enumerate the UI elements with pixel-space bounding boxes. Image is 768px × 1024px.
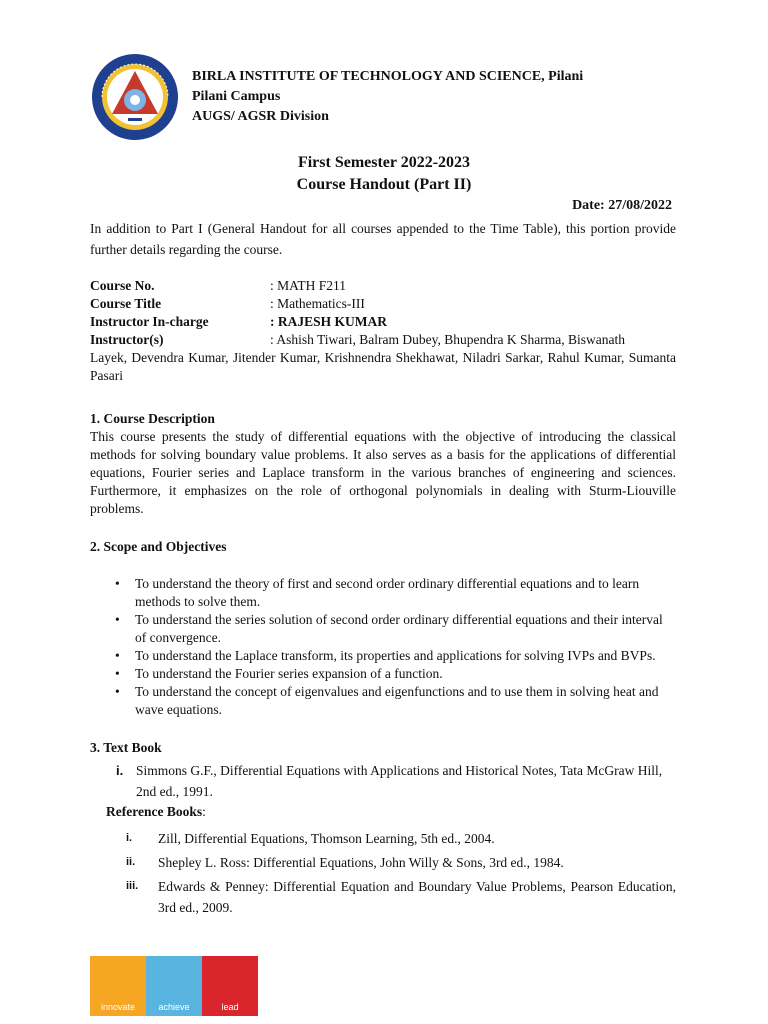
objective-text: To understand the theory of first and second order ordinary differential equations and to learn methods to solve them. <box>135 576 640 609</box>
item-number: i. <box>126 832 133 844</box>
instructors-row <box>90 331 676 349</box>
course-title-value: : Mathematics-III <box>270 296 365 311</box>
list-item: • To understand the Fourier series expansion of a function. <box>115 666 443 681</box>
instructors-continued: Layek, Devendra Kumar, Jitender Kumar, Krishnendra Shekhawat, Niladri Sarkar, Rahul Kumar, Sumanta Pasari <box>90 350 676 383</box>
course-description-heading: 1. Course Description <box>90 411 215 426</box>
semester-title: First Semester 2022-2023 <box>297 154 471 171</box>
innovate-achieve-lead-banner <box>90 956 258 1016</box>
institute-header <box>192 67 583 127</box>
book-text: Zill, Differential Equations, Thomson Learning, 5th ed., 2004. <box>158 831 495 846</box>
book-text: Edwards & Penney: Differential Equation and Boundary Value Problems, Pearson Education, 3rd ed., 2009. <box>158 879 676 915</box>
scope-heading: 2. Scope and Objectives <box>90 539 227 554</box>
book-text: Simmons G.F., Differential Equations with Applications and Historical Notes, Tata McGraw Hill, 2nd ed., 1991. <box>136 763 663 799</box>
objective-text: To understand the Laplace transform, its properties and applications for solving IVPs and BVPs. <box>135 648 656 663</box>
course-no-row <box>90 277 676 295</box>
institute-name: BIRLA INSTITUTE OF TECHNOLOGY AND SCIENCE, Pilani <box>192 69 584 84</box>
item-number: iii. <box>126 880 139 892</box>
text-book-heading: 3. Text Book <box>90 740 162 755</box>
list-item <box>90 760 676 802</box>
list-item <box>90 876 676 918</box>
objective-text: To understand the Fourier series expansion of a function. <box>135 666 443 681</box>
division-name: AUGS/ AGSR Division <box>192 109 329 124</box>
course-info <box>90 277 676 385</box>
incharge-value: : RAJESH KUMAR <box>270 314 387 329</box>
course-description-text: This course presents the study of differential equations with the objective of introducing the classical methods for solving boundary value problems. It also serves as a basis for the applications of differential equations, Fourier series and Laplace transform in the various branches of engineering and sciences. Furthermore, it emphasizes on the role of orthogonal polynomials in dealing with Sturm-Liouville problems. <box>90 429 676 516</box>
list-item: • To understand the theory of first and second order ordinary differential equations and to learn methods to solve them. <box>115 576 640 609</box>
objectives-list <box>90 575 676 719</box>
text-book-list <box>90 760 676 802</box>
banner-segment-achieve: achieve <box>146 956 202 1016</box>
banner-segment-innovate: innovate <box>90 956 146 1016</box>
campus-name: Pilani Campus <box>192 89 281 104</box>
bits-pilani-seal-icon <box>90 52 180 142</box>
objective-text: To understand the concept of eigenvalues and eigenfunctions and to use them in solving heat and wave equations. <box>135 684 659 717</box>
banner-segment-lead: lead <box>202 956 258 1016</box>
incharge-label: Instructor In-charge <box>90 314 209 329</box>
course-no-label: Course No. <box>90 278 155 293</box>
reference-books-heading: Reference Books: <box>106 804 206 819</box>
intro-paragraph: In addition to Part I (General Handout for all courses appended to the Time Table), this portion provide further details regarding the course. <box>90 221 676 257</box>
reference-books-list <box>90 828 676 918</box>
handout-title: Course Handout (Part II) <box>296 176 472 193</box>
list-item: • To understand the concept of eigenvalues and eigenfunctions and to use them in solving heat and wave equations. <box>115 684 659 717</box>
list-item: • To understand the series solution of second order ordinary differential equations and their interval of convergence. <box>115 612 663 645</box>
list-item: • To understand the Laplace transform, its properties and applications for solving IVPs and BVPs. <box>115 648 656 663</box>
item-number: i. <box>116 763 124 778</box>
course-title-row <box>90 295 676 313</box>
instructors-value: : Ashish Tiwari, Balram Dubey, Bhupendra K Sharma, Biswanath <box>270 332 625 347</box>
course-title-label: Course Title <box>90 296 162 311</box>
handout-date: Date: 27/08/2022 <box>572 198 672 213</box>
list-item <box>90 852 676 873</box>
book-text: Shepley L. Ross: Differential Equations, John Willy & Sons, 3rd ed., 1984. <box>158 855 564 870</box>
instructors-label: Instructor(s) <box>90 332 164 347</box>
incharge-row <box>90 313 676 331</box>
item-number: ii. <box>126 856 136 868</box>
list-item <box>90 828 676 849</box>
course-no-value: : MATH F211 <box>270 278 347 293</box>
objective-text: To understand the series solution of second order ordinary differential equations and their interval of convergence. <box>135 612 663 645</box>
